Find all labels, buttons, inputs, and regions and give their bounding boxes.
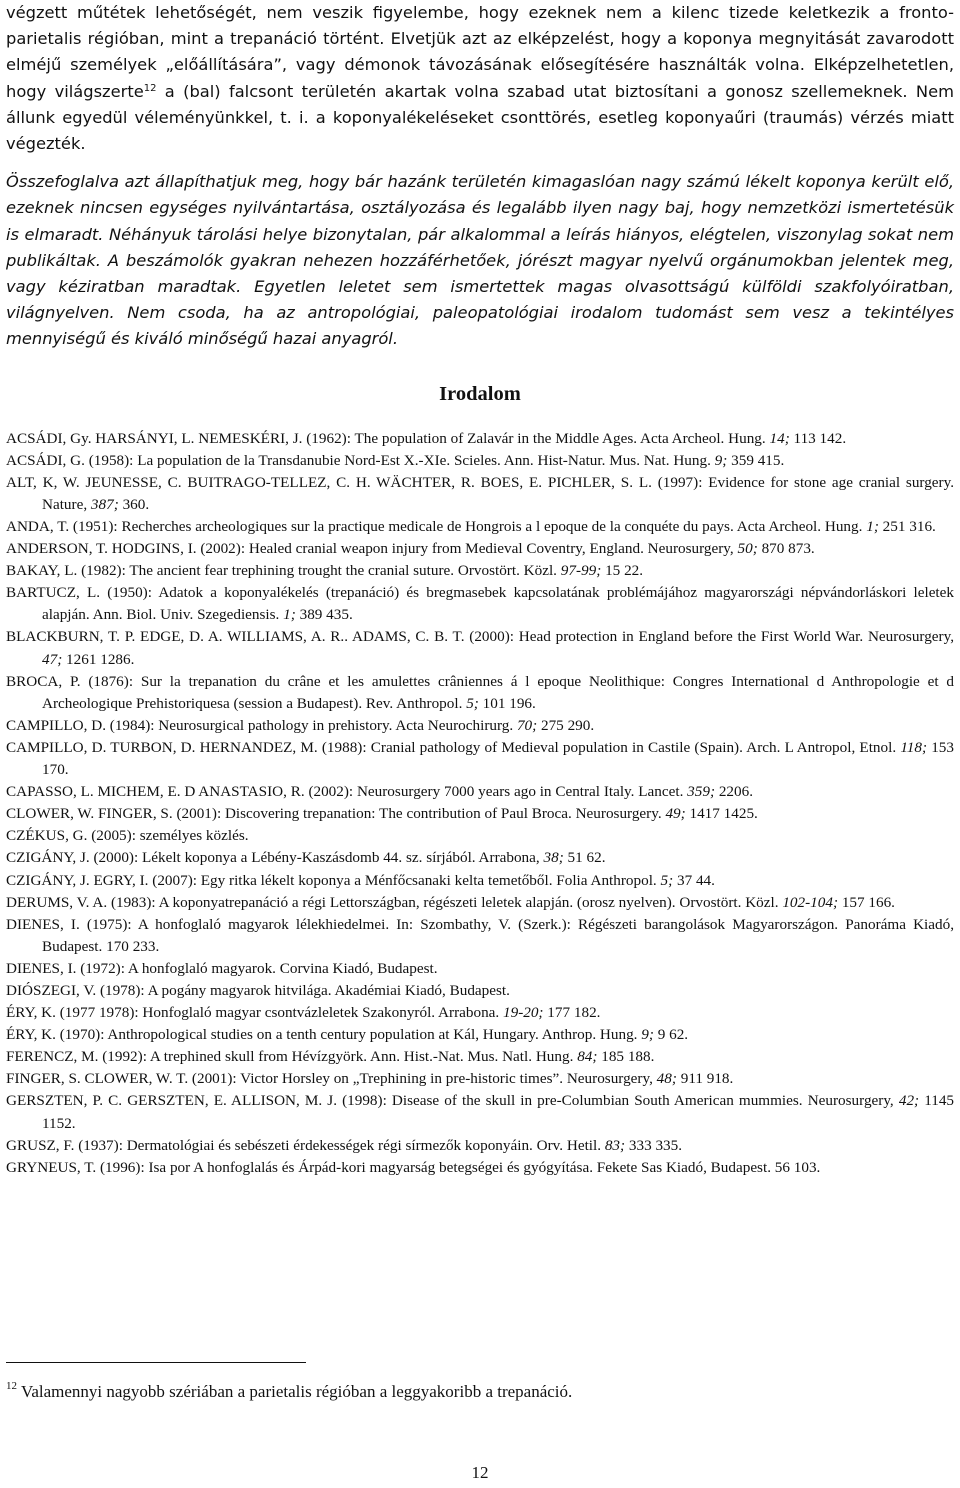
references-heading: Irodalom bbox=[439, 382, 521, 405]
reference-item bbox=[6, 538, 954, 560]
reference-volume: 97-99; bbox=[560, 562, 602, 580]
reference-text: BROCA, P. (1876): Sur la trepanation du crâne et les amulettes crâniennes á l epoque Neolithique: Congres International d Anthropologie et d Archeologique Prehistoriquesa (session a Budapest). Rev. Anthropol. bbox=[6, 672, 954, 712]
reference-text: ACSÁDI, Gy. HARSÁNYI, L. NEMESKÉRI, J. (1962): The population of Zalavár in the Middle Ages. Acta Archeol. Hung. bbox=[6, 429, 770, 447]
reference-item bbox=[6, 626, 954, 670]
reference-volume: 49; bbox=[665, 805, 686, 823]
reference-pages: 2206. bbox=[715, 783, 753, 801]
body-paragraph-1 bbox=[6, 0, 954, 157]
reference-text: DIÓSZEGI, V. (1978): A pogány magyarok hitvilága. Akadémiai Kiadó, Budapest. bbox=[6, 981, 510, 999]
reference-item bbox=[6, 671, 954, 715]
reference-text: ALT, K, W. JEUNESSE, C. BUITRAGO-TELLEZ, C. H. WÄCHTER, R. BOES, E. PICHLER, S. L. (1997): Evidence for stone age cranial surgery. Nature, bbox=[6, 473, 954, 513]
reference-pages: 333 335. bbox=[625, 1136, 683, 1154]
reference-volume: 50; bbox=[737, 540, 758, 558]
reference-item bbox=[6, 1046, 954, 1068]
reference-item bbox=[6, 472, 954, 516]
reference-text: ÉRY, K. (1977 1978): Honfoglaló magyar csontvázleletek Szakonyról. Arrabona. bbox=[6, 1004, 503, 1022]
page-number: 12 bbox=[471, 1463, 489, 1482]
reference-pages: 153 170. bbox=[42, 738, 954, 779]
reference-text: ÉRY, K. (1970): Anthropological studies on a tenth century population at Kál, Hungary. Anthrop. Hung. bbox=[6, 1026, 642, 1044]
reference-item bbox=[6, 1068, 954, 1090]
reference-item bbox=[6, 737, 954, 781]
reference-pages: 389 435. bbox=[295, 606, 353, 624]
reference-pages: 275 290. bbox=[537, 716, 595, 734]
reference-volume: 1; bbox=[283, 606, 296, 624]
reference-volume: 83; bbox=[604, 1136, 626, 1154]
reference-text: BAKAY, L. (1982): The ancient fear trephining trought the cranial suture. Orvostört. Közl. bbox=[6, 562, 561, 580]
reference-pages: 185 188. bbox=[597, 1048, 655, 1066]
reference-volume: 84; bbox=[577, 1048, 598, 1066]
reference-volume: 19-20; bbox=[503, 1004, 544, 1022]
reference-volume: 118; bbox=[900, 738, 928, 756]
reference-pages: 911 918. bbox=[676, 1070, 734, 1088]
reference-text: CAMPILLO, D. TURBON, D. HERNANDEZ, M. (1988): Cranial pathology of Medieval population in Castile (Spain). Arch. L Antropol, Etnol. bbox=[6, 738, 901, 756]
footnote-number: 12 bbox=[6, 1380, 17, 1392]
reference-pages: 9 62. bbox=[653, 1026, 689, 1044]
reference-pages: 157 166. bbox=[838, 893, 895, 911]
reference-pages: 101 196. bbox=[478, 694, 536, 712]
reference-volume: 387; bbox=[90, 495, 119, 513]
reference-item bbox=[6, 847, 954, 869]
reference-pages: 359 415. bbox=[727, 451, 785, 469]
reference-item bbox=[6, 1002, 954, 1024]
reference-text: DIENES, I. (1972): A honfoglaló magyarok. Corvina Kiadó, Budapest. bbox=[6, 959, 438, 977]
reference-text: CAPASSO, L. MICHEM, E. D ANASTASIO, R. (2002): Neurosurgery 7000 years ago in Central Italy. Lancet. bbox=[6, 783, 688, 801]
reference-volume: 359; bbox=[687, 783, 716, 801]
reference-pages: 51 62. bbox=[563, 849, 606, 867]
reference-pages: 870 873. bbox=[757, 540, 815, 558]
reference-volume: 102-104; bbox=[782, 893, 839, 911]
reference-volume: 9; bbox=[641, 1026, 654, 1044]
reference-item bbox=[6, 428, 954, 450]
reference-text: CLOWER, W. FINGER, S. (2001): Discovering trepanation: The contribution of Paul Broca. Neurosurgery. bbox=[6, 805, 666, 823]
reference-volume: 14; bbox=[769, 429, 790, 447]
reference-volume: 5; bbox=[466, 694, 479, 712]
reference-item bbox=[6, 1024, 954, 1046]
footnote-divider bbox=[6, 1362, 306, 1363]
reference-item bbox=[6, 803, 954, 825]
reference-text: FERENCZ, M. (1992): A trephined skull from Hévízgyörk. Ann. Hist.-Nat. Mus. Natl. Hung. bbox=[6, 1048, 578, 1066]
reference-volume: 5; bbox=[660, 871, 674, 889]
reference-pages: 360. bbox=[118, 495, 150, 513]
reference-text: CZIGÁNY, J. (2000): Lékelt koponya a Lébény-Kaszásdomb 44. sz. sírjából. Arrabona, bbox=[6, 849, 544, 867]
reference-volume: 48; bbox=[656, 1070, 677, 1088]
reference-text: ACSÁDI, G. (1958): La population de la Transdanubie Nord-Est X.-XIe. Scieles. Ann. Hist-Natur. Mus. Nat. Hung. bbox=[6, 451, 715, 469]
reference-item bbox=[6, 715, 954, 737]
reference-item bbox=[6, 1157, 954, 1179]
footnote bbox=[6, 1382, 954, 1402]
reference-item bbox=[6, 1090, 954, 1134]
reference-volume: 42; bbox=[898, 1092, 920, 1110]
reference-pages: 37 44. bbox=[673, 871, 715, 889]
reference-volume: 47; bbox=[42, 650, 63, 668]
reference-pages: 177 182. bbox=[543, 1004, 601, 1022]
reference-volume: 38; bbox=[543, 849, 564, 867]
reference-pages: 1417 1425. bbox=[685, 805, 758, 823]
paragraph-1-text-a: végzett műtétek lehetőségét, nem veszik figyelembe, hogy ezeknek nem a kilenc tizede keletkezik a fronto-parietalis régióban, mint a trepanáció történt. Elvetjük azt az elképzelést, hogy a koponya megnyitását zavarodott elméjű személyek „előállítására”, vagy démonok távozásának elősegítésére használták volna. Elképzelhetetlen, hogy világszerte bbox=[6, 3, 954, 101]
reference-volume: 1; bbox=[866, 518, 879, 536]
reference-item bbox=[6, 781, 954, 803]
reference-item bbox=[6, 560, 954, 582]
reference-item bbox=[6, 582, 954, 626]
reference-text: DIENES, I. (1975): A honfoglaló magyarok lélekhiedelmei. In: Szombathy, V. (Szerk.): Régészeti barangolások Magyarországon. Panoráma Kiadó, Budapest. 170 233. bbox=[6, 915, 954, 955]
footnote-marker: 12 bbox=[143, 82, 157, 94]
reference-item bbox=[6, 870, 954, 892]
reference-item bbox=[6, 450, 954, 472]
reference-item bbox=[6, 958, 954, 980]
reference-pages: 1261 1286. bbox=[62, 650, 135, 668]
reference-item bbox=[6, 980, 954, 1002]
reference-text: GERSZTEN, P. C. GERSZTEN, E. ALLISON, M. J. (1998): Disease of the skull in pre-Columbian South American mummies. Neurosurgery, bbox=[6, 1092, 899, 1110]
reference-text: FINGER, S. CLOWER, W. T. (2001): Victor Horsley on „Trephining in pre-historic times”. Neurosurgery, bbox=[6, 1070, 657, 1088]
reference-pages: 113 142. bbox=[789, 429, 847, 447]
reference-pages: 251 316. bbox=[878, 518, 936, 536]
reference-text: ANDA, T. (1951): Recherches archeologiques sur la practique medicale de Hongrois a l epoque de la conquéte du pays. Acta Archeol. Hung. bbox=[6, 518, 867, 536]
reference-text: ANDERSON, T. HODGINS, I. (2002): Healed cranial weapon injury from Medieval Coventry, England. Neurosurgery, bbox=[6, 540, 738, 558]
footnote-text: Valamennyi nagyobb szériában a parietalis régióban a leggyakoribb a trepanáció. bbox=[17, 1382, 573, 1401]
reference-pages: 15 22. bbox=[601, 562, 644, 580]
reference-text: GRUSZ, F. (1937): Dermatológiai és sebészeti érdekességek régi sírmezők koponyáin. Orv. Hetil. bbox=[6, 1136, 605, 1154]
reference-text: DERUMS, V. A. (1983): A koponyatrepanáció a régi Lettországban, régészeti leletek alapján. (orosz nyelven). Orvostört. Közl. bbox=[6, 893, 783, 911]
reference-text: CZÉKUS, G. (2005): személyes közlés. bbox=[6, 827, 249, 845]
reference-volume: 70; bbox=[516, 716, 538, 734]
reference-item bbox=[6, 914, 954, 958]
summary-paragraph: Összefoglalva azt állapíthatjuk meg, hogy bár hazánk területén kimagaslóan nagy számú lékelt koponya került elő, ezeknek nincsen egységes nyilvántartása, osztályozása és legalább ilyen nagy baj, hogy nemzetközi ismertetésük is elmaradt. Néhányuk tárolási helye bizonytalan, pár alkalommal a leírás hiányos, elégtelen, viszonylag sokat nem publikáltak. A beszámolók gyakran nehezen hozzáférhetőek, jórészt magyar nyelvű orgánumokban jelentek meg, vagy kéziratban maradtak. Egyetlen leletet sem ismertettek magas olvasottságú külföldi szakfolyóiratban, világnyelven. Nem csoda, ha az antropológiai, paleopatológiai irodalom tudomást sem vesz a tekintélyes mennyiségű és kiváló minőségű hazai anyagról. bbox=[6, 172, 954, 349]
reference-volume: 9; bbox=[714, 451, 728, 469]
reference-pages: 1145 1152. bbox=[42, 1092, 955, 1132]
reference-item bbox=[6, 1135, 954, 1157]
paragraph-1-text-b: a (bal) falcsont területén akartak volna szabad utat biztosítani a gonosz szellemeknek. Nem állunk egyedül véleményünkkel, t. i. a koponyalékeléseket csonttörés, esetleg koponyaűri (traumás) vérzés miatt végezték. bbox=[6, 81, 954, 154]
reference-text: CZIGÁNY, J. EGRY, I. (2007): Egy ritka lékelt koponya a Ménfőcsanaki kelta temetőből. Folia Anthropol. bbox=[6, 871, 661, 889]
reference-text: BLACKBURN, T. P. EDGE, D. A. WILLIAMS, A. R.. ADAMS, C. B. T. (2000): Head protection in England before the First World War. Neurosurgery, bbox=[6, 628, 954, 646]
reference-list bbox=[6, 428, 954, 1179]
reference-text: CAMPILLO, D. (1984): Neurosurgical pathology in prehistory. Acta Neurochirurg. bbox=[6, 716, 517, 734]
reference-item bbox=[6, 516, 954, 538]
document-page bbox=[6, 0, 954, 1179]
reference-item bbox=[6, 825, 954, 847]
reference-item bbox=[6, 892, 954, 914]
reference-text: GRYNEUS, T. (1996): Isa por A honfoglalás és Árpád-kori magyarság betegségei és gyógyítása. Fekete Sas Kiadó, Budapest. 56 103. bbox=[6, 1158, 821, 1176]
reference-text: BARTUCZ, L. (1950): Adatok a koponyalékelés (trepanáció) és bregmasebek kapcsolatának problémájához magyarországi népvándorláskori leletek alapján. Ann. Biol. Univ. Szegediensis. bbox=[6, 584, 954, 624]
